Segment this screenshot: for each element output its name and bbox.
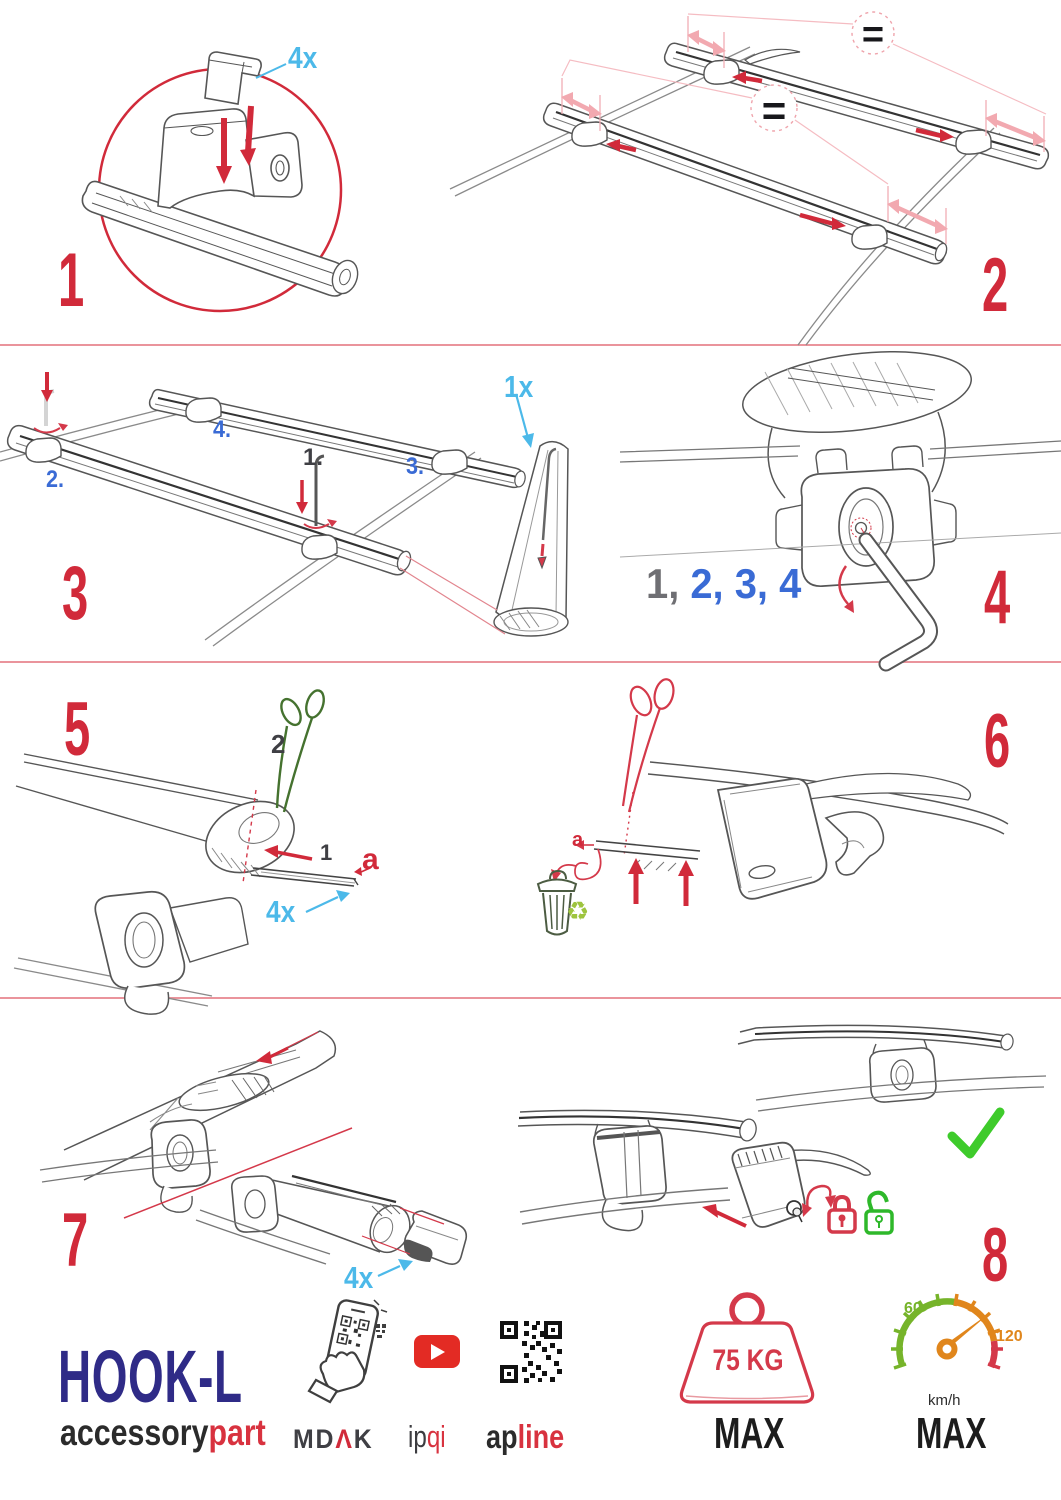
ipqi-main: ip [408,1419,427,1454]
scissors-icon [623,677,676,812]
youtube-icon [414,1335,462,1369]
mdak-pre: MD [293,1424,336,1454]
crossbar-end [16,754,305,886]
weight-value: 75 KG [712,1344,784,1377]
speed-low-label: 60 [904,1300,922,1317]
lock-view [518,1110,758,1230]
mdak-logo [293,1426,374,1453]
brand-accent: part [208,1412,266,1453]
checkmark-icon [952,1112,1000,1154]
mini-qr [376,1324,386,1338]
step5-dim-label: a [362,843,379,876]
speed-high-label: 120 [996,1328,1023,1345]
apline-main: ap [486,1418,518,1455]
crossbar [82,181,361,297]
qr-code [500,1321,562,1383]
step8-illustration [500,996,1061,1310]
end-cap [404,1211,467,1264]
step2-number: 2 [982,243,1007,328]
phone-scan-icon [312,1296,390,1398]
padlock-unlocked-icon [866,1191,892,1233]
step7-number: 7 [62,1198,87,1283]
sequence-blue: 2, 3, 4 [679,560,802,607]
sequence-gray: 1, [646,560,680,607]
apline-accent: line [517,1418,565,1455]
qty-pointer [306,890,350,912]
weight-max-label: MAX [714,1409,785,1458]
product-name: HOOK-L [58,1335,243,1418]
step5-qty-label: 4x [266,894,296,929]
bar-endcap-view [196,1176,417,1264]
clamp-foot [151,1120,210,1212]
step1-illustration [55,20,475,340]
clamp-foot [158,109,302,208]
insert-guide-lines [400,556,505,634]
recycle-icon: ♻ [566,896,590,926]
equal-sign-top: = [861,14,885,56]
step2-illustration [420,0,1061,345]
brand-main: accessory [60,1412,209,1453]
ipqi-logo [408,1421,446,1452]
clamp-body [776,446,956,586]
speed-unit-label: km/h [928,1392,961,1409]
step3-label-4: 4. [213,416,232,443]
apline-logo [486,1420,564,1453]
step6-number: 6 [984,699,1009,784]
step3-label-1: 1. [303,444,324,471]
rubber-strip [251,868,358,886]
speedometer-icon [878,1290,1028,1402]
rubber-pad-bracket [205,52,261,104]
qty-pointer [378,1259,413,1276]
step6-illustration [500,662,1061,994]
mdak-caret: Λ [335,1424,354,1454]
brand-logo [60,1414,266,1451]
roof-rails [450,47,1000,345]
discard-squiggle [551,849,601,882]
step3-number: 3 [62,551,87,636]
assembled-view [738,1025,1046,1111]
slide-arrow [702,1204,746,1226]
foot-cover [718,773,970,898]
step4-sequence [646,560,802,607]
ghost-allen-key [34,372,68,433]
mdak-post: K [353,1424,374,1454]
ipqi-accent: qi [426,1419,446,1454]
step3-label-2: 2. [46,466,65,493]
step1-number: 1 [58,238,83,323]
speed-max-label: MAX [916,1409,987,1458]
step7-qty-label: 4x [344,1260,374,1295]
step4-number: 4 [984,555,1009,640]
equal-sign-mid: = [761,87,787,134]
step3-illustration [0,346,660,660]
step5-number: 5 [64,687,89,772]
step6-dim-label: a [572,829,584,851]
step3-label-3: 3. [406,453,425,480]
step5-strip-label: 1 [320,840,333,865]
step3-qty-label: 1x [504,369,534,404]
step1-qty-label: 4x [288,40,318,75]
step5-cut-label: 2 [271,729,286,759]
step8-number: 8 [982,1213,1007,1298]
